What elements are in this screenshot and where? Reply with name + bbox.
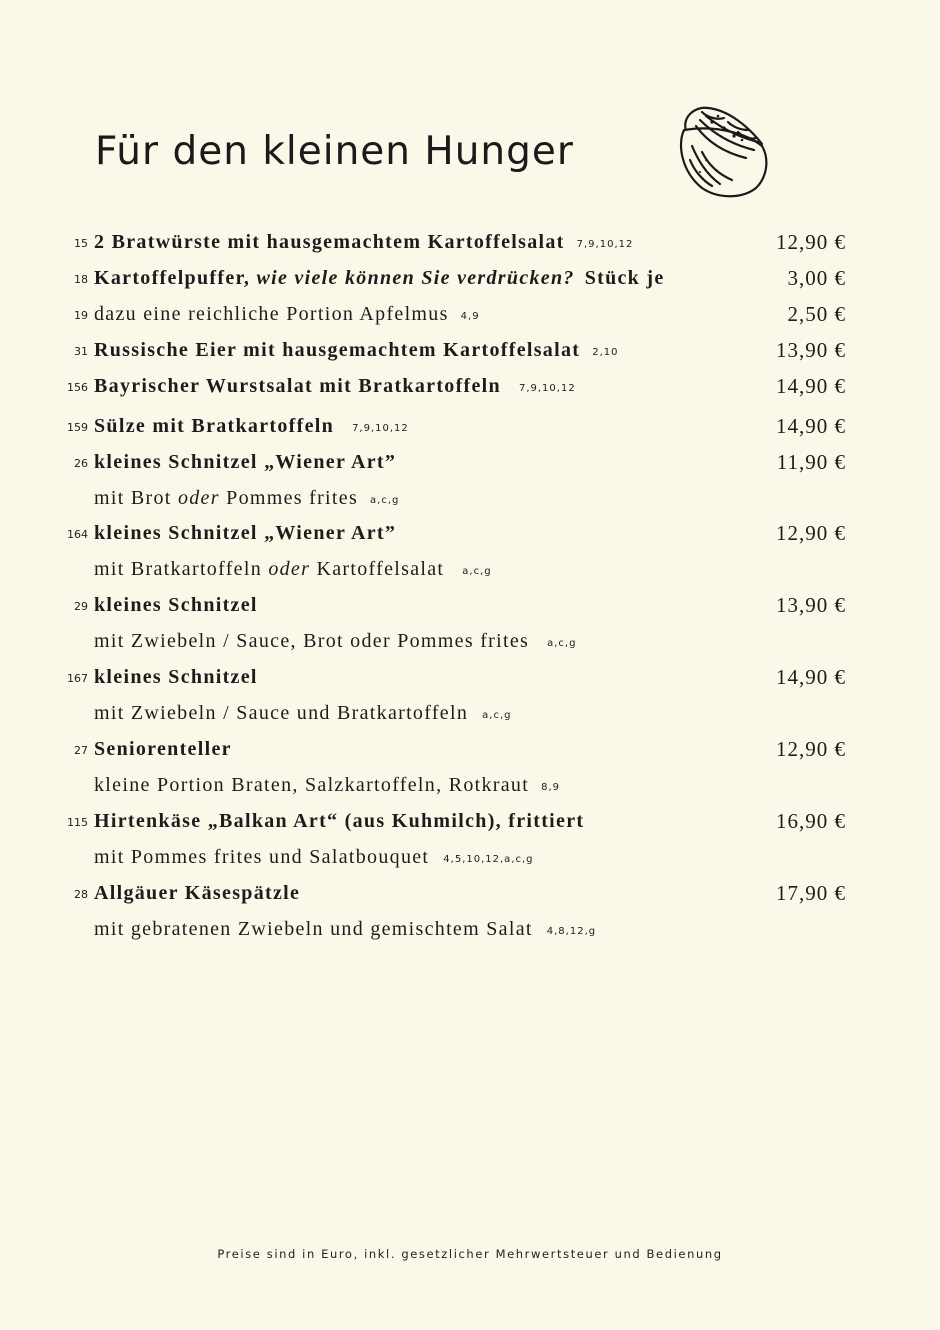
menu-item: [0, 735, 940, 765]
menu-item: [0, 448, 940, 478]
item-description: [0, 627, 940, 657]
item-name: kleines Schnitzel „Wiener Art”: [94, 451, 397, 473]
item-name: Allgäuer Käsespätzle: [94, 882, 301, 904]
item-price: 13,90 €: [776, 338, 846, 362]
item-number: 27: [74, 744, 88, 757]
menu-item: [0, 228, 940, 258]
item-description-text: mit Zwiebeln / Sauce und Bratkartoffeln a,c,g: [94, 702, 512, 724]
item-number: 19: [74, 309, 88, 322]
item-price: 14,90 €: [776, 414, 846, 438]
item-number: 29: [74, 600, 88, 613]
item-name: Sülze mit Bratkartoffeln 7,9,10,12: [94, 415, 409, 437]
item-price: 2,50 €: [787, 302, 846, 326]
menu-item: [0, 519, 940, 549]
item-description-text: mit gebratenen Zwiebeln und gemischtem Salat 4,8,12,g: [94, 918, 597, 940]
menu-item: [0, 807, 940, 837]
item-description: [0, 699, 940, 729]
item-number: 31: [74, 345, 88, 358]
item-price: 12,90 €: [776, 737, 846, 761]
allergen-codes: a,c,g: [482, 710, 512, 721]
item-description-text: mit Bratkartoffeln oder Kartoffelsalat a,c,g: [94, 558, 492, 580]
page-title: Für den kleinen Hunger: [95, 129, 574, 174]
item-name: kleines Schnitzel: [94, 594, 258, 616]
item-name: 2 Bratwürste mit hausgemachtem Kartoffelsalat 7,9,10,12: [94, 231, 634, 253]
footer-note: Preise sind in Euro, inkl. gesetzlicher Mehrwertsteuer und Bedienung: [217, 1247, 723, 1261]
item-number: 115: [67, 816, 88, 829]
allergen-codes: a,c,g: [547, 638, 577, 649]
allergen-codes: a,c,g: [370, 495, 400, 506]
item-name: Hirtenkäse „Balkan Art“ (aus Kuhmilch), frittiert: [94, 810, 585, 832]
item-number: 164: [67, 528, 88, 541]
item-price: 12,90 €: [776, 230, 846, 254]
item-price: 17,90 €: [776, 881, 846, 905]
item-description-text: mit Brot oder Pommes frites a,c,g: [94, 487, 400, 509]
item-name: dazu eine reichliche Portion Apfelmus 4,9: [94, 303, 480, 325]
allergen-codes: a,c,g: [462, 566, 492, 577]
item-description-text: kleine Portion Braten, Salzkartoffeln, Rotkraut 8,9: [94, 774, 560, 796]
item-unit: Stück je: [584, 267, 665, 289]
allergen-codes: 4,8,12,g: [546, 926, 597, 937]
menu-item: [0, 879, 940, 909]
allergen-codes: 7,9,10,12: [518, 383, 576, 394]
allergen-codes: 8,9: [541, 782, 560, 793]
item-description: [0, 915, 940, 945]
item-number: 159: [67, 421, 88, 434]
item-price: 16,90 €: [776, 809, 846, 833]
item-name: Bayrischer Wurstsalat mit Bratkartoffeln 7,9,10,12: [94, 375, 576, 397]
item-number: 156: [67, 381, 88, 394]
allergen-codes: 7,9,10,12: [352, 423, 409, 434]
menu-item: [0, 663, 940, 693]
allergen-codes: 4,9: [460, 311, 480, 322]
allergen-codes: 4,5,10,12,a,c,g: [443, 854, 534, 865]
item-name: Kartoffelpuffer, wie viele können Sie verdrücken? Stück je: [94, 267, 665, 289]
item-price: 14,90 €: [776, 374, 846, 398]
item-price: 12,90 €: [776, 521, 846, 545]
item-name: Russische Eier mit hausgemachtem Kartoffelsalat 2,10: [94, 339, 619, 361]
menu-item: [0, 264, 940, 294]
item-name: Seniorenteller: [94, 738, 232, 760]
item-price: 3,00 €: [787, 266, 846, 290]
item-price: 14,90 €: [776, 665, 846, 689]
item-description: [0, 555, 940, 585]
menu-item: [0, 372, 940, 402]
item-number: 26: [74, 457, 88, 470]
item-description: [0, 843, 940, 873]
item-number: 167: [67, 672, 88, 685]
item-number: 18: [74, 273, 88, 286]
hotdog-icon: [672, 100, 772, 200]
item-name: kleines Schnitzel „Wiener Art”: [94, 522, 397, 544]
item-description-text: mit Zwiebeln / Sauce, Brot oder Pommes frites a,c,g: [94, 630, 577, 652]
item-description-text: mit Pommes frites und Salatbouquet 4,5,10,12,a,c,g: [94, 846, 534, 868]
item-description: [0, 771, 940, 801]
item-number: 15: [74, 237, 88, 250]
item-number: 28: [74, 888, 88, 901]
menu-item: [0, 300, 940, 330]
allergen-codes: 2,10: [592, 347, 619, 358]
item-description: [0, 484, 940, 514]
item-price: 11,90 €: [776, 450, 846, 474]
item-price: 13,90 €: [776, 593, 846, 617]
menu-item: [0, 412, 940, 442]
allergen-codes: 7,9,10,12: [576, 239, 634, 250]
menu-item: [0, 336, 940, 366]
item-name: kleines Schnitzel: [94, 666, 258, 688]
menu-item: [0, 591, 940, 621]
